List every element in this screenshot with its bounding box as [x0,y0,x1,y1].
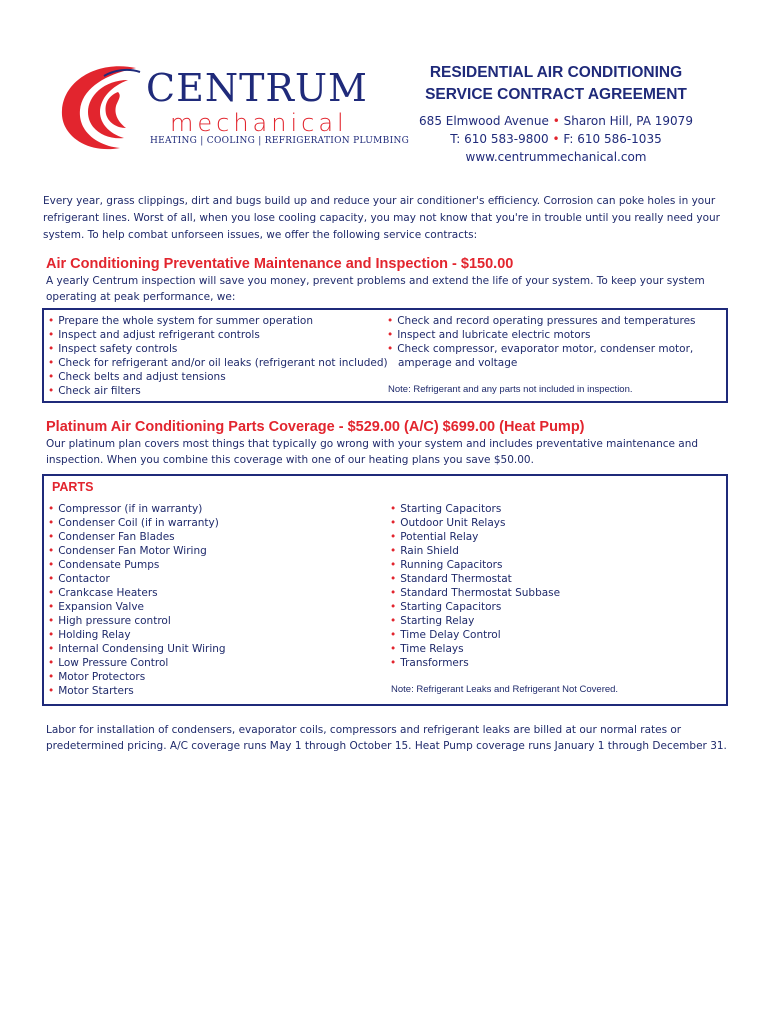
bullet-icon: • [390,643,397,655]
list-item [387,328,696,342]
bullet-icon: • [48,503,55,515]
list-item [48,572,226,586]
bullet-icon: • [48,315,55,327]
list-item-label: Time Relays [400,643,464,655]
parts-note: Note: Refrigerant Leaks and Refrigerant Not Covered. [391,684,619,695]
parts-heading: PARTS [52,480,94,494]
title-line-1: RESIDENTIAL AIR CONDITIONING [429,64,683,81]
list-item [390,586,560,600]
bullet-icon: • [390,517,397,529]
phone-number: T: 610 583-9800 [450,132,549,146]
list-item-label: Inspect and lubricate electric motors [397,329,591,341]
list-item [48,530,226,544]
bullet-icon: • [390,629,397,641]
list-item [48,628,226,642]
list-item [48,502,226,516]
bullet-icon: • [48,329,55,341]
bullet-icon: • [48,559,55,571]
maintenance-right-list [387,314,696,370]
intro-paragraph: Every year, grass clippings, dirt and bugs build up and reduce your air conditioner's efficiency. Corrosion can poke holes in your refrigerant lines. Worst of all, when you lose cooling capacity, you may not know that you're in trouble until you really need your system. To help combat unforseen issues, we offer the following service contracts: [43,195,720,241]
list-item [48,558,226,572]
list-item-label: Outdoor Unit Relays [400,517,506,529]
bullet-icon: • [48,545,55,557]
list-item-label: Crankcase Heaters [58,587,158,599]
list-item [390,642,560,656]
list-item-label: Motor Protectors [58,671,146,683]
list-item-label: Rain Shield [400,545,459,557]
company-logo [58,58,410,154]
list-item-label: Condenser Fan Blades [58,531,175,543]
bullet-icon: • [387,315,394,327]
title-line-2: SERVICE CONTRACT AGREEMENT [425,86,687,103]
list-item [390,502,560,516]
list-item-label: Transformers [400,657,469,669]
list-item [390,530,560,544]
bullet-icon: • [390,573,397,585]
bullet-icon: • [48,343,55,355]
bullet-icon: • [48,601,55,613]
list-item-continuation: amperage and voltage [398,357,518,369]
list-item-label: Contactor [58,573,110,585]
list-item-label: Condensate Pumps [58,559,160,571]
bullet-icon: • [48,629,55,641]
list-item-label: Condenser Fan Motor Wiring [58,545,207,557]
list-item [48,684,226,698]
list-item-label: Inspect safety controls [58,343,178,355]
address-block [396,112,716,166]
bullet-icon: • [390,615,397,627]
bullet-icon: • [390,545,397,557]
list-item-label: Compressor (if in warranty) [58,503,203,515]
bullet-icon: • [48,685,55,697]
list-item-label: Standard Thermostat [400,573,512,585]
bullet-icon: • [390,559,397,571]
list-item-label: Check compressor, evaporator motor, condenser motor, [397,343,694,355]
list-item-label: Check for refrigerant and/or oil leaks (refrigerant not included) [58,357,388,369]
bullet-icon: • [390,601,397,613]
list-item-label: Starting Capacitors [400,601,502,613]
list-item [48,384,388,398]
maintenance-box [42,308,728,403]
maintenance-description: A yearly Centrum inspection will save you money, prevent problems and extend the life of your system. To keep your system operating at peak performance, we: [46,275,705,303]
list-item [390,544,560,558]
bullet-separator: • [552,114,560,128]
list-item-label: Check and record operating pressures and temperatures [397,315,696,327]
list-item-label: Low Pressure Control [58,657,169,669]
platinum-title: Platinum Air Conditioning Parts Coverage - $529.00 (A/C) $699.00 (Heat Pump) [46,419,585,435]
fax-number: F: 610 586-1035 [563,132,662,146]
list-item [48,656,226,670]
list-item [48,342,388,356]
list-item [390,558,560,572]
brand-name: CENTRUM [146,66,368,110]
bullet-icon: • [48,615,55,627]
bullet-icon: • [48,357,55,369]
address-street: 685 Elmwood Avenue [419,114,549,128]
parts-box [42,474,728,706]
bullet-icon: • [390,531,397,543]
list-item [387,314,696,328]
brand-sub: mechanical [170,109,348,137]
website-link[interactable]: www.centrummechanical.com [465,150,647,164]
document-header [396,62,716,166]
list-item-label: Time Delay Control [400,629,501,641]
list-item [48,516,226,530]
list-item-label: Potential Relay [400,531,479,543]
list-item [387,342,696,356]
list-item-label: Internal Condensing Unit Wiring [58,643,226,655]
parts-right-list [390,502,560,670]
maintenance-title: Air Conditioning Preventative Maintenance and Inspection - $150.00 [46,256,514,272]
list-item-label: Check air filters [58,385,141,397]
list-item-label: Check belts and adjust tensions [58,371,226,383]
list-item [48,370,388,384]
brand-tagline: HEATING | COOLING | REFRIGERATION PLUMBING [150,136,410,146]
bullet-icon: • [390,587,397,599]
bullet-icon: • [48,517,55,529]
address-line [396,112,716,130]
list-item [48,600,226,614]
bullet-icon: • [48,671,55,683]
list-item-label: Condenser Coil (if in warranty) [58,517,219,529]
bullet-icon: • [387,343,394,355]
bullet-icon: • [48,371,55,383]
bullet-separator: • [552,132,560,146]
list-item [48,314,388,328]
list-item [48,670,226,684]
list-item-label: Holding Relay [58,629,131,641]
list-item [390,628,560,642]
list-item [390,614,560,628]
bullet-icon: • [48,385,55,397]
parts-left-list [48,502,226,698]
maintenance-note: Note: Refrigerant and any parts not included in inspection. [388,384,633,395]
list-item [48,328,388,342]
maintenance-left-list [48,314,388,398]
bullet-icon: • [48,657,55,669]
bullet-icon: • [387,329,394,341]
list-item-label: Starting Relay [400,615,475,627]
list-item [48,544,226,558]
list-item-label: Expansion Valve [58,601,145,613]
bullet-icon: • [48,573,55,585]
list-item [390,600,560,614]
list-item [48,614,226,628]
bullet-icon: • [390,503,397,515]
list-item [390,572,560,586]
address-city: Sharon Hill, PA 19079 [563,114,693,128]
contact-line [396,130,716,148]
list-item [48,642,226,656]
bullet-icon: • [48,531,55,543]
list-item [48,356,388,370]
platinum-description: Our platinum plan covers most things that typically go wrong with your system and includes preventative maintenance and inspection. When you combine this coverage with one of our heating plans you save $50.00. [46,438,699,466]
list-item-label: Running Capacitors [400,559,503,571]
list-item-label: Prepare the whole system for summer operation [58,315,314,327]
list-item-label: Motor Starters [58,685,134,697]
bullet-icon: • [390,657,397,669]
list-item-label: High pressure control [58,615,171,627]
list-item [48,586,226,600]
bullet-icon: • [48,643,55,655]
list-item [390,656,560,670]
list-item-label: Standard Thermostat Subbase [400,587,561,599]
footer-paragraph: Labor for installation of condensers, evaporator coils, compressors and refrigerant leaks are billed at our normal rates or predetermined pricing. A/C coverage runs May 1 through October 15. Heat Pump coverage runs January 1 through December 31. [46,724,727,752]
list-item-label: Starting Capacitors [400,503,502,515]
bullet-icon: • [48,587,55,599]
centrum-swirl-logo-icon [58,58,158,154]
list-item [390,516,560,530]
list-item-label: Inspect and adjust refrigerant controls [58,329,260,341]
